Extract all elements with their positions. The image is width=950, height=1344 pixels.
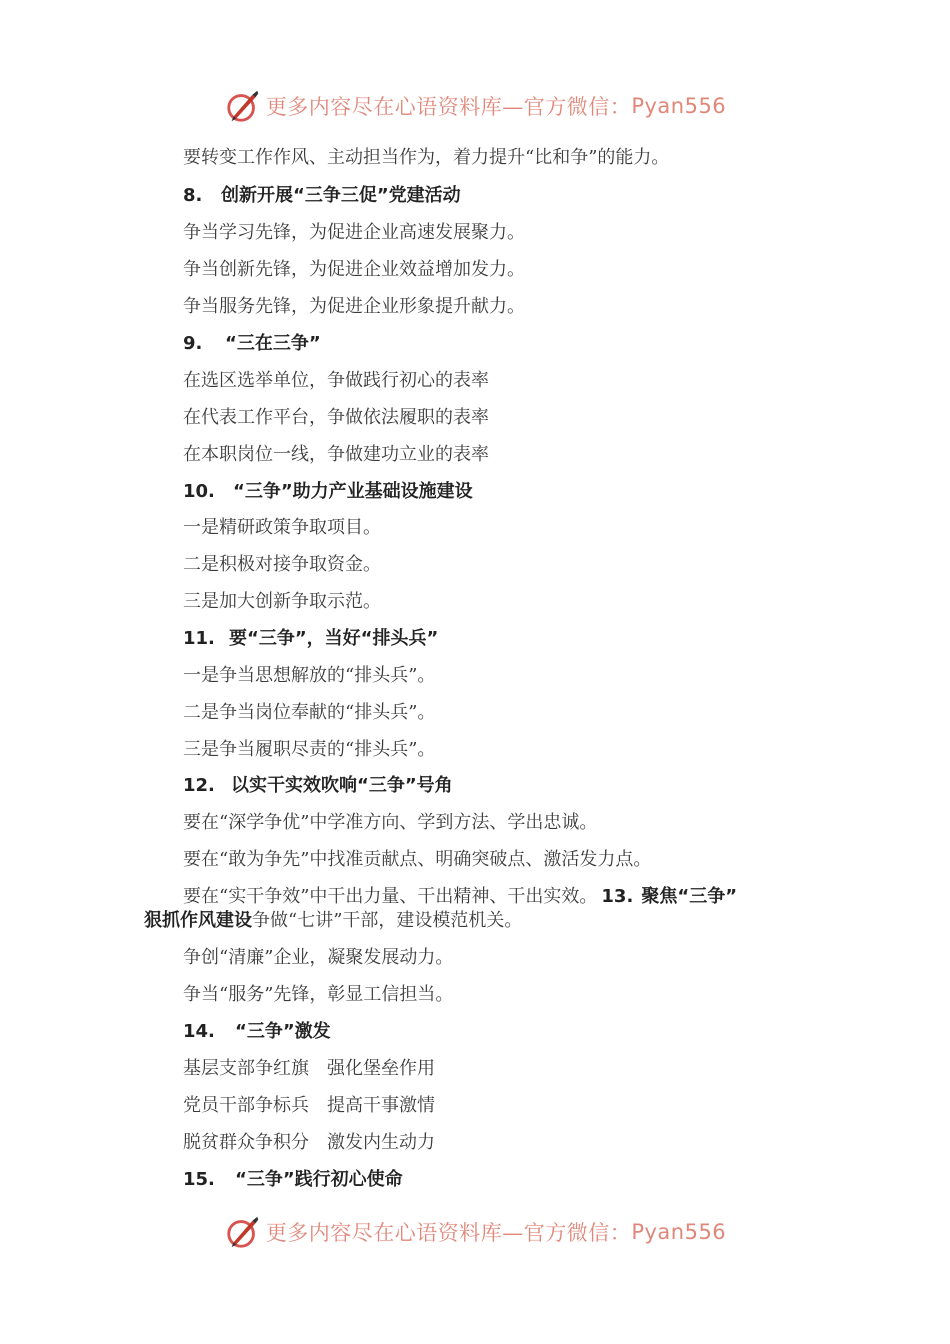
heading-number: 14.: [183, 1021, 215, 1042]
paragraph: 在本职岗位一线，争做建功立业的表率: [183, 444, 489, 465]
banner-text: 更多内容尽在心语资料库—官方微信：: [265, 95, 632, 119]
paragraph: 一是争当思想解放的“排头兵”。: [183, 665, 436, 686]
heading-text-continued: 狠抓作风建设: [144, 910, 252, 931]
paragraph-wrapped-line: [144, 910, 522, 932]
paragraph: 争当创新先锋，为促进企业效益增加发力。: [183, 259, 525, 280]
paragraph: 争当“服务”先锋，彰显工信担当。: [183, 984, 454, 1005]
section-heading-10: [183, 481, 473, 503]
heading-number: 15.: [183, 1169, 215, 1190]
paragraph: 二是争当岗位奉献的“排头兵”。: [183, 702, 436, 723]
paragraph: 要转变工作作风、主动担当作为，着力提升“比和争”的能力。: [183, 147, 670, 168]
paragraph: 党员干部争标兵 提高干事激情: [183, 1095, 435, 1116]
paragraph: 二是积极对接争取资金。: [183, 554, 381, 575]
paragraph: 三是争当履职尽责的“排头兵”。: [183, 739, 436, 760]
paragraph: 三是加大创新争取示范。: [183, 591, 381, 612]
heading-number: 8.: [183, 185, 203, 206]
paragraph: 要在“深学争优”中学准方向、学到方法、学出忠诚。: [183, 812, 598, 833]
pen-circle-logo-icon: [224, 1213, 262, 1251]
heading-text: 创新开展“三争三促”党建活动: [221, 185, 461, 206]
paragraph: 脱贫群众争积分 激发内生动力: [183, 1132, 435, 1153]
pen-circle-logo-icon: [224, 87, 262, 125]
paragraph: 在代表工作平台，争做依法履职的表率: [183, 407, 489, 428]
heading-text: 以实干实效吹响“三争”号角: [231, 775, 453, 796]
section-heading-9: [183, 333, 321, 355]
heading-number: 13.: [601, 886, 634, 907]
paragraph: 在选区选举单位，争做践行初心的表率: [183, 370, 489, 391]
heading-text: “三在三争”: [225, 333, 321, 354]
paragraph-text: 争做“七讲”干部，建设模范机关。: [252, 910, 523, 931]
paragraph-with-inline-heading: [183, 886, 737, 908]
banner-wechat-id: Pyan556: [631, 1220, 727, 1244]
section-heading-12: [183, 775, 453, 797]
section-heading-14: [183, 1021, 331, 1043]
paragraph: 一是精研政策争取项目。: [183, 517, 381, 538]
paragraph: 要在“敢为争先”中找准贡献点、明确突破点、激活发力点。: [183, 849, 652, 870]
heading-text: 聚焦“三争”: [641, 886, 738, 907]
paragraph: 基层支部争红旗 强化堡垒作用: [183, 1058, 435, 1079]
banner-text: 更多内容尽在心语资料库—官方微信：: [265, 1221, 632, 1245]
heading-number: 12.: [183, 775, 215, 796]
heading-text: “三争”践行初心使命: [235, 1169, 403, 1190]
heading-text: “三争”激发: [235, 1021, 331, 1042]
footer-banner: [0, 1210, 950, 1254]
heading-number: 9.: [183, 333, 203, 354]
heading-text: “三争”助力产业基础设施建设: [233, 481, 473, 502]
paragraph: 争当服务先锋，为促进企业形象提升献力。: [183, 296, 525, 317]
heading-number: 11.: [183, 628, 215, 649]
paragraph-text: 要在“实干争效”中干出力量、干出精神、干出实效。: [183, 886, 598, 907]
paragraph: 争创“清廉”企业，凝聚发展动力。: [183, 947, 454, 968]
paragraph: 争当学习先锋，为促进企业高速发展聚力。: [183, 222, 525, 243]
section-heading-11: [183, 628, 438, 650]
heading-number: 10.: [183, 481, 215, 502]
heading-text: 要“三争”，当好“排头兵”: [229, 628, 439, 649]
section-heading-8: [183, 185, 461, 207]
header-banner: [0, 84, 950, 128]
banner-wechat-id: Pyan556: [631, 94, 727, 118]
section-heading-15: [183, 1169, 403, 1191]
